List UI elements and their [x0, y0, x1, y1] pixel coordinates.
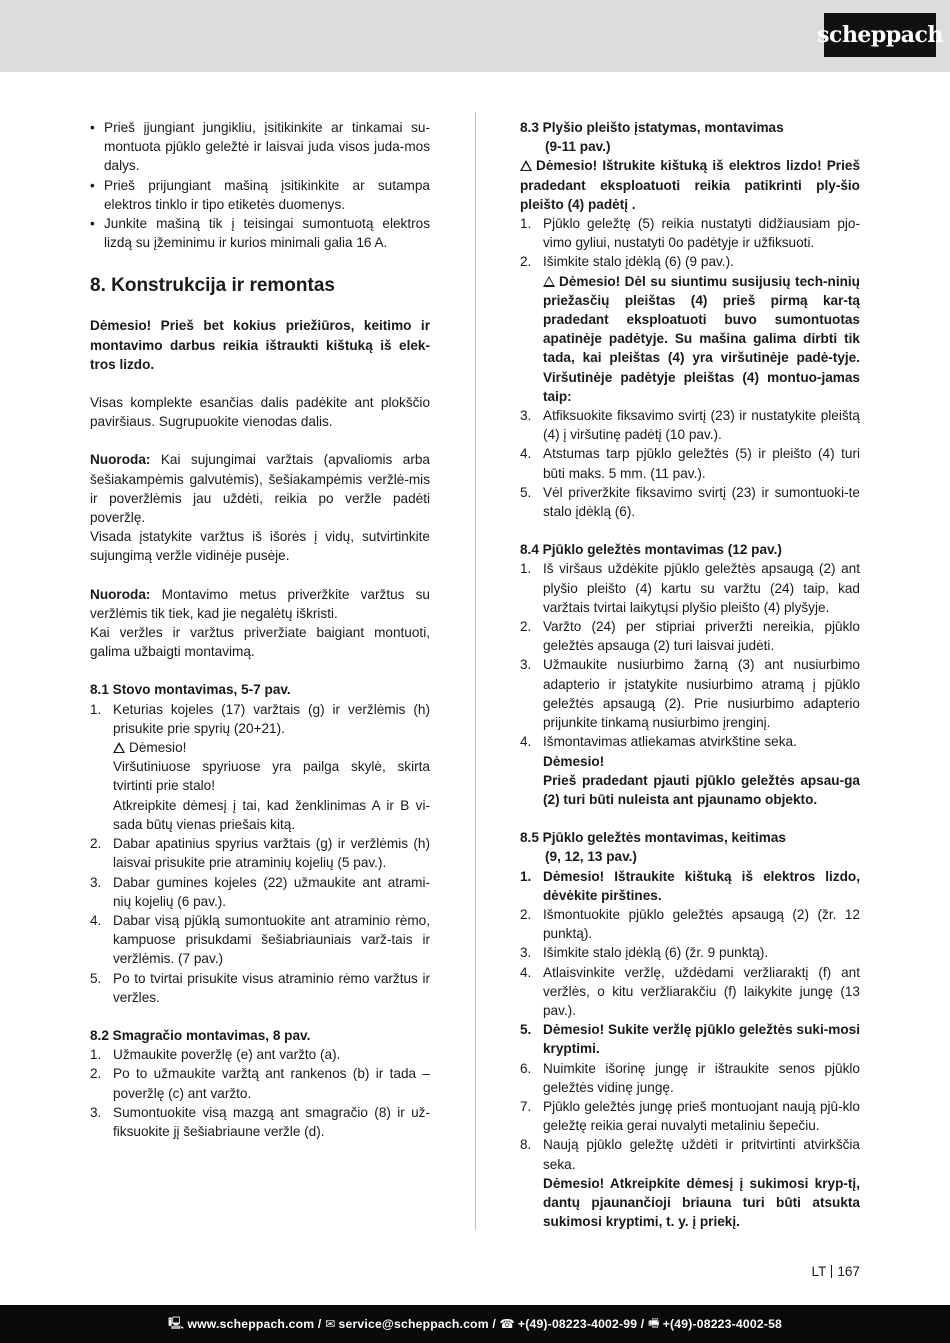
step-text: Sumontuokite visą mazgą ant smagračio (8) ir už-fiksuokite jį šešiabriaune veržle (d). — [113, 1104, 430, 1139]
step-text: Keturias kojeles (17) varžtais (g) ir veržlėmis (h) prisukite prie spyrių (20+21). — [113, 701, 430, 736]
step-2-warning — [520, 272, 860, 406]
warning-text: Dėmesio! Ištrukite kištuką iš elektros lizdo! Prieš pradedant eksploatuoti reikia patikrinti ply-šio pleišto (4) padėtį . — [520, 158, 860, 212]
step-text: Pjūklo geležtės jungę prieš montuojant naują pjū-klo geležtę reikia gerai nuvalyti metaliniu šepečiu. — [543, 1098, 860, 1134]
step-text: Nuimkite išorinę jungę ir ištraukite senos pjūklo geležtės vidinę jungę. — [543, 1060, 860, 1095]
section-8-3-heading-sub: (9-11 pav.) — [545, 139, 611, 155]
brand-logo: scheppach — [824, 13, 936, 57]
section-8-4-heading: 8.4 Pjūklo geležtės montavimas (12 pav.) — [520, 542, 782, 558]
list-item: • Prieš prijungiant mašiną įsitikinkite ar sutampa elektros tinklo ir tipo etiketės duomenys. — [90, 176, 430, 214]
section-8-heading: 8. Konstrukcija ir remontas — [90, 275, 335, 297]
step-number: 2. — [520, 254, 532, 270]
step-text: Naują pjūklo geležtę uždėti ir pritvirtinti atvirkščia seka. — [543, 1137, 860, 1172]
step-number: 8. — [520, 1137, 532, 1153]
list-item — [90, 1045, 430, 1064]
footer-phone[interactable]: +(49)-08223-4002-99 / — [517, 1317, 645, 1331]
note-label: Nuoroda: — [90, 586, 151, 602]
list-item — [520, 1097, 860, 1135]
warning-triangle-icon — [113, 742, 125, 753]
step-number: 1. — [520, 216, 532, 232]
list-item — [90, 969, 430, 1007]
step-number: 5. — [90, 970, 102, 986]
maintenance-warning: Dėmesio! Prieš bet kokius priežiūros, keitimo ir montavimo darbus reikia ištraukti kištuką iš elek-tros lizdo. — [90, 318, 430, 372]
section-8-1-steps-cont — [90, 834, 430, 1007]
list-item — [520, 963, 860, 1021]
step-text: Dėmesio! Sukite veržlę pjūklo geležtės suki-mosi kryptimi. — [543, 1022, 860, 1057]
note-2-extra: Kai veržles ir varžtus priveržiate baigiant montuoti, galima užbaigti montavimą. — [90, 625, 430, 660]
section-8-3-warning — [520, 156, 860, 214]
list-item — [520, 483, 860, 521]
safety-bullet-list — [90, 118, 430, 252]
step-number: 1. — [520, 561, 532, 577]
section-8-1-steps — [90, 700, 430, 738]
step-number: 2. — [520, 619, 532, 635]
step-text: Dabar gumines kojeles (22) užmaukite ant atrami-nių kojelių (6 pav.). — [113, 874, 430, 909]
step-text: Išmontavimas atliekamas atvirkštine seka. — [543, 734, 797, 750]
footer-email[interactable]: service@scheppach.com / — [338, 1317, 496, 1331]
step-text: Išimkite stalo įdėklą (6) (9 pav.). — [543, 254, 734, 270]
note-text: Montavimo metus priveržkite varžtus su veržlėmis tik tiek, kad jie negalėtų iškristi. — [90, 586, 430, 621]
list-item — [520, 214, 860, 252]
step-number: 3. — [90, 874, 102, 890]
step-number: 1. — [90, 701, 102, 717]
list-item — [90, 1064, 430, 1102]
step-number: 3. — [520, 657, 532, 673]
step-text: Po to tvirtai prisukite visus atraminio rėmo varžtus ir veržles. — [113, 970, 430, 1005]
note-label: Nuoroda: — [90, 452, 151, 468]
warning-triangle-icon — [543, 276, 555, 287]
list-item — [520, 655, 860, 732]
step-text: Po to užmaukite varžtą ant rankenos (b) ir tada – poveržlę (c) ant varžto. — [113, 1066, 430, 1101]
footer-website[interactable]: www.scheppach.com / — [187, 1317, 322, 1331]
step-text: Varžto (24) per stipriai priveržti nereikia, pjūklo geležtės apsauga (2) turi laisvai judėti. — [543, 619, 860, 654]
section-8-3-steps — [520, 214, 860, 272]
list-item — [520, 1020, 860, 1058]
step-text: Dabar visą pjūklą sumontuokite ant atraminio rėmo, kampuose prisukdami šešiabriauniais varž-tais ir veržlėmis. (7 pav.) — [113, 912, 430, 967]
step-text: Iš viršaus uždėkite pjūklo geležtės apsaugą (2) ant plyšio pleišto (4) kartu su varžtu (24) taip, kad varžtais tvirtai laikytųsi plyšio pleišto (4) plyšyje. — [543, 561, 860, 615]
step-number: 4. — [520, 446, 532, 462]
step-number: 3. — [520, 408, 532, 424]
list-item: • Prieš įjungiant jungikliu, įsitikinkite ar tinkamai su-montuota pjūklo geležtė ir laisvai juda visos juda-mos dalys. — [90, 118, 430, 176]
step-4-warning-label: Dėmesio! — [543, 753, 605, 769]
phone-icon: ☎ — [499, 1317, 515, 1331]
left-column — [90, 118, 430, 1141]
list-item — [90, 700, 430, 738]
page-number-separator — [831, 1265, 832, 1278]
note-2 — [90, 585, 430, 623]
step-number: 2. — [520, 906, 532, 922]
section-8-5-steps — [520, 867, 860, 1174]
step-1-detail-b: Atkreipkite dėmesį į tai, kad ženklinimas A ir B vi-sada būtų vienas priešais kitą. — [113, 797, 430, 832]
step-text: Užmaukite poveržlę (e) ant varžto (a). — [113, 1047, 341, 1063]
step-text: Užmaukite nusiurbimo žarną (3) ant nusiurbimo adapterio ir įstatykite nusiurbimo atramą į pjūklo geležtės apsaugą (2). Prie nusiurbimo adapterio prijunkite tinkamą nusiurbimo įrenginį. — [543, 657, 860, 731]
step-number: 2. — [90, 1066, 102, 1082]
section-8-4-steps — [520, 559, 860, 751]
step-number: 3. — [520, 945, 532, 961]
step-4-warning-text: Prieš pradedant pjauti pjūklo geležtės apsau-ga (2) turi būti nuleista ant pjaunamo objekto. — [543, 772, 860, 807]
step-text: Dėmesio! Ištraukite kištuką iš elektros lizdo, dėvėkite pirštines. — [543, 868, 860, 903]
page-language: LT — [811, 1264, 827, 1279]
step-number: 1. — [520, 868, 532, 884]
list-item — [520, 559, 860, 617]
step-text: Išmontuokite pjūklo geležtės apsaugą (2) (žr. 12 punktą). — [543, 906, 860, 942]
step-number: 4. — [520, 734, 532, 750]
step-number: 5. — [520, 1022, 532, 1038]
step-8-warning: Dėmesio! Atkreipkite dėmesį į sukimosi kryp-tį, dantų pjaunančioji briauna turi būti atsukta sukimosi kryptimi, t. y. į priekį. — [543, 1175, 860, 1230]
note-1-extra: Visada įstatykite varžtus iš išorės į vidų, sutvirtinkite sujungimą veržle vidinėje pusėje. — [90, 529, 430, 564]
step-1-detail-a: Viršutiniuose spyriuose yra pailga skylė, skirta tvirtinti prie stalo! — [113, 759, 430, 794]
step-number: 4. — [90, 912, 102, 928]
step-number: 3. — [90, 1104, 102, 1120]
step-number: 1. — [90, 1047, 102, 1063]
list-item — [520, 444, 860, 482]
list-item — [520, 617, 860, 655]
list-item — [520, 867, 860, 905]
footer-bar — [0, 1305, 950, 1343]
step-number: 5. — [520, 484, 532, 500]
step-text: Atfiksuokite fiksavimo svirtį (23) ir nustatykite pleištą (4) į viršutinę padėtį (10 pav.). — [543, 408, 860, 443]
step-text: Atlaisvinkite veržlę, uždėdami veržliaraktį (f) ant veržlės, o kitu veržliarakčiu (f) laikykite jungę (13 pav.). — [543, 964, 860, 1018]
note-1 — [90, 450, 430, 527]
section-8-1-heading: 8.1 Stovo montavimas, 5-7 pav. — [90, 682, 291, 698]
step-text: Pjūklo geležtę (5) reikia nustatyti didžiausiam pjo-vimo gyliui, nustatyti 0o padėtyje ir užfiksuoti. — [543, 216, 860, 251]
section-8-2-heading: 8.2 Smagračio montavimas, 8 pav. — [90, 1027, 311, 1043]
warning-label: Dėmesio! — [129, 740, 187, 756]
list-item — [90, 911, 430, 969]
list-item — [520, 1135, 860, 1173]
step-text: Išimkite stalo įdėklą (6) (žr. 9 punktą). — [543, 945, 769, 961]
components-paragraph: Visas komplekte esančias dalis padėkite ant plokščio paviršiaus. Sugrupuokite vienodas dalis. — [90, 395, 430, 430]
list-item — [520, 732, 860, 751]
list-item — [520, 252, 860, 271]
header-bar — [0, 0, 950, 72]
section-8-2-steps — [90, 1045, 430, 1141]
list-item — [520, 905, 860, 943]
list-item — [520, 406, 860, 444]
footer-fax[interactable]: +(49)-08223-4002-58 — [662, 1317, 783, 1331]
list-item — [90, 1103, 430, 1141]
step-number: 6. — [520, 1060, 532, 1076]
fax-icon: 🖷 — [647, 1315, 660, 1330]
list-item — [520, 1059, 860, 1097]
section-8-5-heading-sub: (9, 12, 13 pav.) — [545, 849, 637, 865]
list-item — [90, 834, 430, 872]
right-column — [520, 118, 860, 1231]
section-8-5-heading: 8.5 Pjūklo geležtės montavimas, keitimas — [520, 830, 786, 846]
mail-icon: ✉ — [325, 1317, 336, 1331]
computer-icon: 🖳 — [167, 1315, 185, 1330]
column-divider — [475, 112, 476, 1230]
page-number — [811, 1264, 860, 1279]
step-number: 4. — [520, 964, 532, 980]
section-8-3-heading: 8.3 Plyšio pleišto įstatymas, montavimas — [520, 120, 784, 135]
step-number: 7. — [520, 1098, 532, 1114]
note-text: Kai sujungimai varžtais (apvaliomis arba šešiakampėmis galvutėmis), šešiakampėmis veržlė-mis ir poveržlėmis jau uždėti, reikia po veržle padėti poveržlę. — [90, 452, 430, 526]
page-number-value: 167 — [837, 1264, 860, 1279]
list-item: • Junkite mašiną tik į teisingai sumontuotą elektros lizdą su įžeminimu ir kurios minimali galia 16 A. — [90, 214, 430, 252]
step-1-warning — [90, 738, 430, 757]
warning-triangle-icon — [520, 160, 532, 171]
list-item — [90, 873, 430, 911]
step-text: Dabar apatinius spyrius varžtais (g) ir veržlėmis (h) laisvai prisukite prie atraminių kojelių (5 pav.). — [113, 836, 430, 871]
step-text: Vėl priveržkite fiksavimo svirtį (23) ir sumontuoki-te stalo įdėklą (6). — [543, 484, 860, 520]
list-item — [520, 943, 860, 962]
step-number: 2. — [90, 836, 102, 852]
section-8-3-steps-cont — [520, 406, 860, 521]
warning-text: Dėmesio! Dėl su siuntimu susijusių tech-ninių priežasčių pleištas (4) prieš pirmą kar-tą pradedant eksploatuoti buvo sumontuotas apatinėje padėtyje. Su mašina galima dirbti tik tada, kai pleištas (4) yra viršutinėje padė-tyje. Viršutinėje padėtyje pleištas (4) montuo-jamas taip: — [543, 273, 860, 404]
step-text: Atstumas tarp pjūklo geležtės (5) ir pleišto (4) turi būti maks. 5 mm. (11 pav.). — [543, 446, 860, 481]
